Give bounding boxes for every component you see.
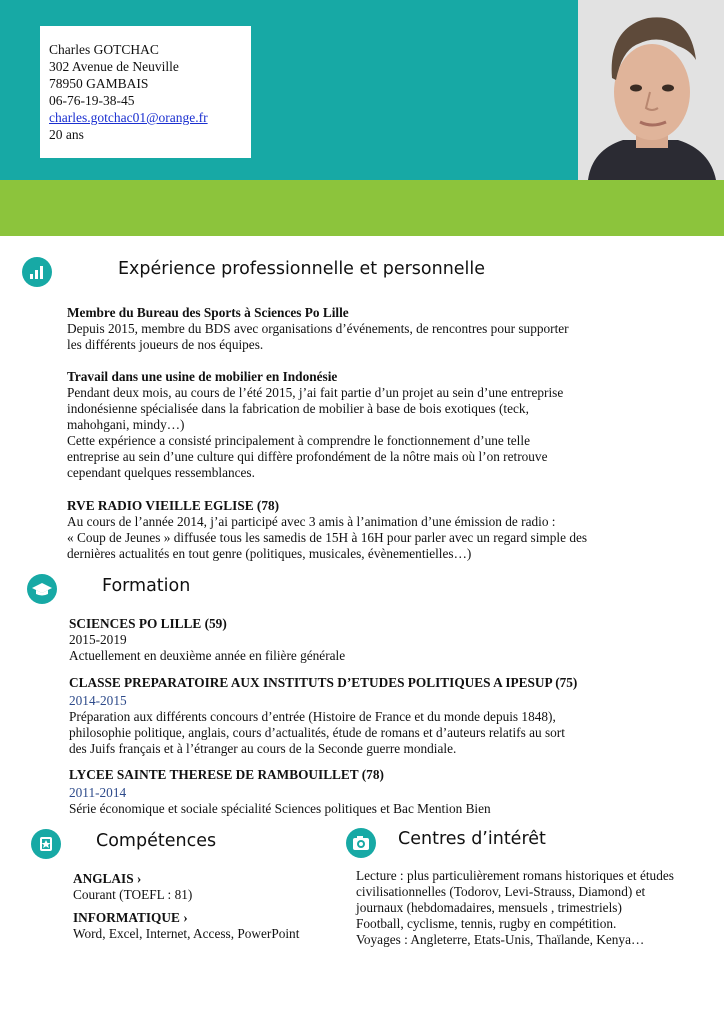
- phone-number: 06-76-19-38-45: [49, 93, 135, 108]
- camera-icon: [346, 828, 376, 858]
- experience-line: mahohgani, mindy…): [67, 417, 185, 432]
- graduation-cap-icon: [27, 574, 57, 604]
- address-line-2: 78950 GAMBAIS: [49, 76, 149, 91]
- experience-heading: Travail dans une usine de mobilier en Indonésie: [67, 369, 338, 384]
- skill-item: [73, 871, 192, 903]
- formation-line: Préparation aux différents concours d’entrée (Histoire de France et du monde depuis 1848),: [69, 709, 556, 724]
- experience-line: « Coup de Jeunes » diffusée tous les samedis de 15H à 16H pour parler avec un regard simple des: [67, 530, 588, 545]
- badge-icon: [31, 829, 61, 859]
- interest-line: Lecture : plus particulièrement romans historiques et études: [356, 868, 674, 883]
- bar-chart-icon: [22, 257, 52, 287]
- formation-date: 2014-2015: [69, 693, 127, 708]
- experience-line: Au cours de l’année 2014, j’ai participé avec 3 amis à l’animation d’une émission de radio :: [67, 514, 556, 529]
- interest-line: Voyages : Angleterre, Etats-Unis, Thaïlande, Kenya…: [356, 932, 645, 947]
- skill-text: Word, Excel, Internet, Access, PowerPoint: [73, 926, 300, 941]
- interests-text: [356, 868, 674, 948]
- formation-heading: CLASSE PREPARATOIRE AUX INSTITUTS D’ETUDES POLITIQUES A IPESUP (75): [69, 675, 578, 690]
- experience-line: entreprise au sein d’une culture qui diffère profondément de la nôtre mais où l’on retrouve: [67, 449, 548, 464]
- experience-line: Pendant deux mois, au cours de l’été 2015, j’ai fait partie d’un projet au sein d’une entreprise: [67, 385, 564, 400]
- age: 20 ans: [49, 127, 84, 142]
- formation-date: 2011-2014: [69, 785, 127, 800]
- formation-line: des Juifs français et à l’étranger au cours de la Seconde guerre mondiale.: [69, 741, 457, 756]
- experience-line: Depuis 2015, membre du BDS avec organisations d’événements, de rencontres pour supporter: [67, 321, 569, 336]
- formation-line: philosophie politique, anglais, cours d’actualités, étude de romans et d’auteurs relatifs au sort: [69, 725, 565, 740]
- portrait-illustration: [578, 0, 724, 180]
- skills-title: Compétences: [96, 831, 217, 851]
- interest-line: journaux (hebdomadaires, mensuels , trimestriels): [356, 900, 622, 915]
- experience-line: dernières actualités en tout genre (politiques, musicales, évènementielles…): [67, 546, 472, 561]
- formation-item: [69, 616, 345, 664]
- skill-item: [73, 910, 299, 942]
- contact-card: [40, 26, 251, 158]
- experience-item: [67, 498, 587, 562]
- formation-title: Formation: [102, 576, 191, 596]
- experience-item: [67, 305, 569, 353]
- skill-heading: ANGLAIS ›: [73, 871, 142, 886]
- experience-line: les différents joueurs de nos équipes.: [67, 337, 264, 352]
- experience-heading: RVE RADIO VIEILLE EGLISE (78): [67, 498, 280, 513]
- email-link[interactable]: charles.gotchac01@orange.fr: [49, 110, 208, 125]
- experience-line: cependant quelques ressemblances.: [67, 465, 255, 480]
- formation-line: Actuellement en deuxième année en filière générale: [69, 648, 346, 663]
- experience-heading: Membre du Bureau des Sports à Sciences Po Lille: [67, 305, 349, 320]
- interest-line: civilisationnelles (Todorov, Levi-Strauss, Diamond) et: [356, 884, 646, 899]
- experience-item: [67, 369, 563, 481]
- address-line-1: 302 Avenue de Neuville: [49, 59, 179, 74]
- experience-title: Expérience professionnelle et personnelle: [118, 259, 486, 279]
- accent-band: [0, 180, 724, 236]
- profile-photo: [578, 0, 724, 180]
- formation-heading: SCIENCES PO LILLE (59): [69, 616, 227, 631]
- formation-item: [69, 767, 491, 817]
- skill-heading: INFORMATIQUE ›: [73, 910, 188, 925]
- candidate-name: Charles GOTCHAC: [49, 42, 159, 57]
- skill-text: Courant (TOEFL : 81): [73, 887, 193, 902]
- interest-line: Football, cyclisme, tennis, rugby en compétition.: [356, 916, 617, 931]
- formation-line: Série économique et sociale spécialité Sciences politiques et Bac Mention Bien: [69, 801, 491, 816]
- experience-line: indonésienne spécialisée dans la fabrication de mobilier à base de bois exotiques (teck,: [67, 401, 529, 416]
- formation-heading: LYCEE SAINTE THERESE DE RAMBOUILLET (78): [69, 767, 384, 782]
- experience-line: Cette expérience a consisté principalement à comprendre le fonctionnement d’une telle: [67, 433, 530, 448]
- formation-item: [69, 675, 577, 757]
- interests-title: Centres d’intérêt: [398, 829, 546, 849]
- formation-date: 2015-2019: [69, 632, 127, 647]
